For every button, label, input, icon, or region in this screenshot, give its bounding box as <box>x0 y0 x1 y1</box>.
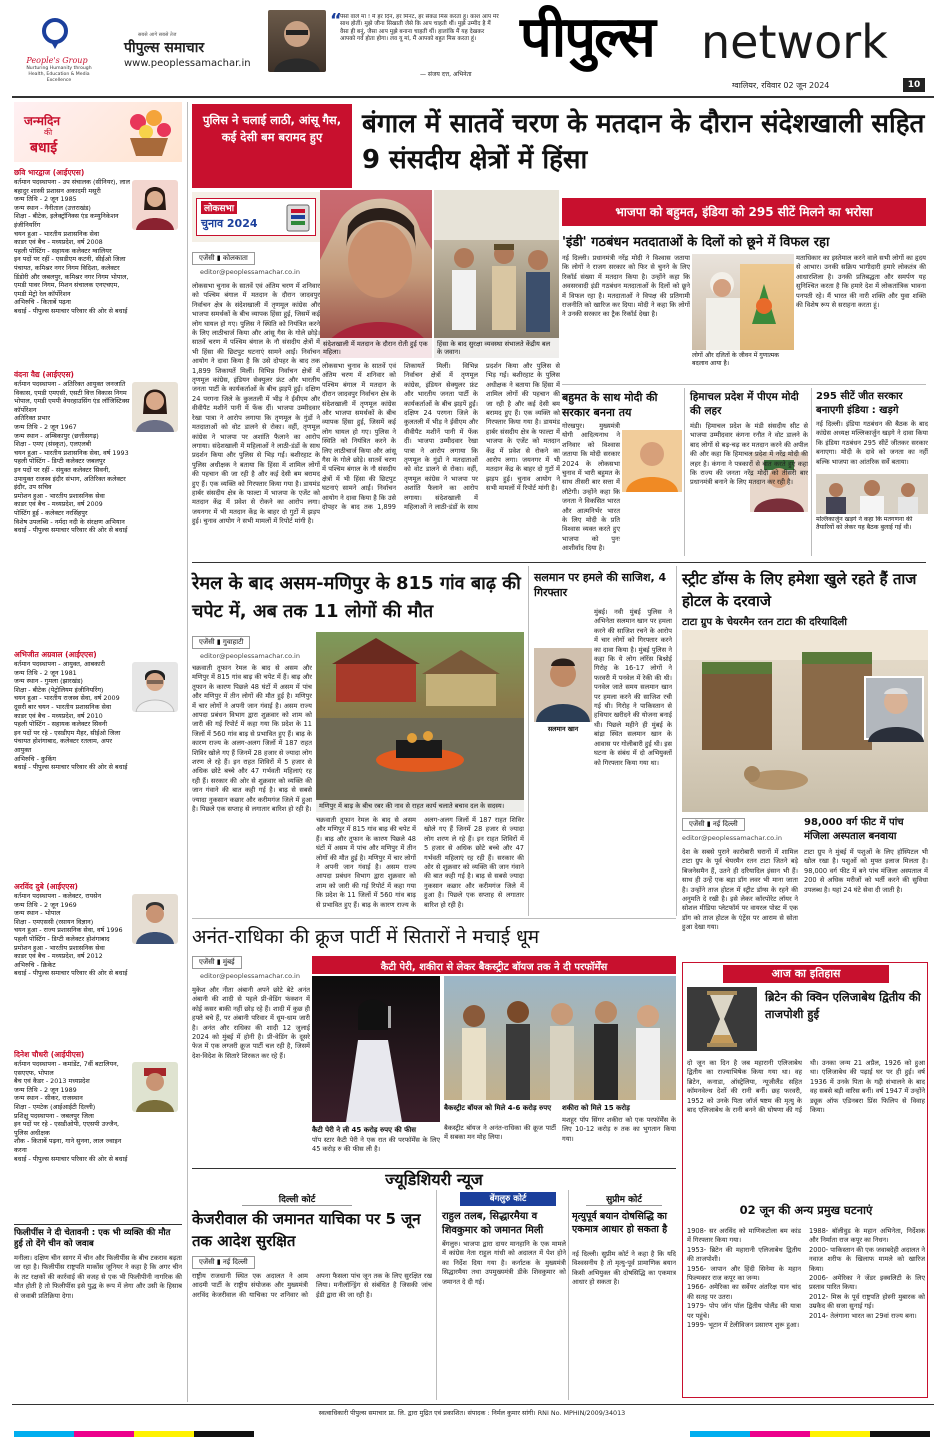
group-logo <box>40 18 70 50</box>
birthday-person-5-name: दिनेश चौधरी (आईपीएस) <box>14 1050 85 1059</box>
lead-body-continued <box>322 362 560 556</box>
ambani-body-text: मुकेश और नीता अंबानी अपने छोटे बेटे अनंत अंबानी की शादी से पहले प्री-वेडिंग फंक्शन में कोई कसर बाकी नहीं छोड़ रहे हैं। शादी में कुछ ही हफ्ते बचे हैं, पर अंबानी परिवार में धूम-धाम जारी है। अनंत और राधिका की शादी 12 जुलाई 2024 को मुंबई में होनी है। प्री-वेडिंग के दूसरे फेज में एक लग्जरी क्रूज पार्टी चल रही है, जिसमें देश-विदेश के सितारे शिरकत कर रहे हैं। <box>192 986 310 1060</box>
judiciary-s1-body <box>192 1272 432 1400</box>
ambani-email[interactable]: editor@peoplessamachar.co.in <box>200 972 300 980</box>
lead-photo-1-caption: संदेशखाली में मतदान के दौरान रोती हुई एक महिला। <box>320 338 432 358</box>
person-icon <box>132 180 178 230</box>
tata-subhead: टाटा ग्रुप के चेयरमैन रतन टाटा की दरियादिली <box>682 617 847 628</box>
badge-line-2: चुनाव 2024 <box>201 217 258 230</box>
flower-basket-icon <box>124 108 174 158</box>
group-photo-icon <box>816 474 928 514</box>
tata-headline: स्ट्रीट डॉग्स के लिए हमेशा खुले रहते हैं ताज होटल के दरवाजे <box>682 570 917 610</box>
birthday-header <box>14 102 182 162</box>
event-item: 2000- पाकिस्तान की एक जवाबदेही अदालत ने नवाज शरीफ के खिलाफ मामले को खारिज किया। <box>809 1245 925 1273</box>
birthday-person-3-details: वर्तमान पदस्थापना - आयुक्त, आबकारी जन्म तिथि - 2 जून 1981 जन्म स्थान - गुमला (झारखंड) शिक्षा - बीटेक (पेट्रोलियम इंजीनियरिंग) चयन हुआ - भारतीय राजस्व सेवा, वर्ष 2009 दूसरी बार चयन - भारतीय प्रशासनिक सेवा काडर एवं बैच - मध्यप्रदेश, वर्ष 2010 पहली पोस्टिंग - सहायक कलेक्टर सिवनी इन पदों पर रहे - एसडीएम मैहर, सीईओ जिला पंचायत होशंगाबाद, कलेक्टर रतलाम, अपर आयुक्त अभिरुचि - कुकिंग बधाई - पीपुल्स समाचार परिवार की ओर से बधाई <box>14 660 128 772</box>
lead-email[interactable]: editor@peoplessamachar.co.in <box>200 268 300 276</box>
history-body <box>687 1059 925 1199</box>
lead-body-text-2: लोकसभा चुनाव के सातवें एवं अंतिम चरण में शनिवार को पश्चिम बंगाल में मतदान के दौरान जादवपुर निर्वाचन क्षेत्र के संदेशखाली में तृणमूल कांग्रेस और भाजपा समर्थकों के बीच व्यापक हिंसा हुई, जिसमें कई लोग घायल हो गए। पुलिस ने स्थिति को नियंत्रित करने के लिए लाठीचार्ज किया और आंसू गैस के गोले छोड़े। सातवें चरण में पश्चिम बंगाल के नौ संसदीय क्षेत्रों में भी हिंसा की छिटपुट घटनाएं सामने आईं। निर्वाचन आयोग ने दावा किया है कि उसे दोपहर के बाद तक 1,899 शिकायतें मिलीं। विभिन्न निर्वाचन क्षेत्रों में तृणमूल कांग्रेस, इंडियन सेक्युलर फ्रंट और भारतीय जनता पार्टी के कार्यकर्ताओं के बीच झड़पें हुईं। दक्षिण 24 परगना जिले के कुलतली में भीड़ ने ईवीएम और वीवीपैट मशीनें पानी में फेंक दीं। भाजपा उम्मीदवार रेखा पात्रा ने आरोप लगाया कि तृणमूल के गुंडों ने मतदाताओं को वोट डालने से रोका। वहीं, तृणमूल कांग्रेस ने भाजपा पर अशांति फैलाने का आरोप लगाया। संदेशखाली में महिलाओं ने लाठी-डंडों के साथ प्रदर्शन किया और पुलिस से भिड़ गईं। बशीरहाट के पुलिस अधीक्षक ने बताया कि हिंसा में शामिल लोगों की पहचान की जा रही है और कई देसी बम बरामद हुए हैं। एक व्यक्ति को गिरफ्तार किया गया है। डायमंड हार्बर संसदीय क्षेत्र के फाल्टा में भाजपा के एजेंट को मतदान केंद्र में प्रवेश से रोकने का आरोप लगा। जयनगर में भी मतदान केंद्र के बाहर दो गुटों में झड़प हुई। चुनाव आयोग ने सभी मामलों में रिपोर्ट मांगी है। <box>322 362 560 512</box>
history-events-heading: 02 जून की अन्य प्रमुख घटनाएं <box>739 1203 873 1217</box>
paper-small-label: सबसे आगे सबसे तेज <box>138 32 177 38</box>
footer-imprint: स्वत्वाधिकारी पीपुल्स समाचार प्रा. लि. द्वारा मुद्रित एवं प्रकाशित। संपादक : निर्मल कुमार सांगी। RNI No. MPHIN/2009/34013 <box>318 1409 626 1417</box>
event-item: 2014- तेलंगाना भारत का 29वां राज्य बना। <box>809 1311 917 1320</box>
event-item: 1953- ब्रिटेन की महारानी एलिजाबेथ द्वितीय की ताजपोशी। <box>687 1245 801 1264</box>
birthday-person-5-photo <box>132 1062 178 1112</box>
history-box <box>682 962 928 1398</box>
event-item: 1966- अमेरिका का सर्वेयर अंतरिक्ष यान चांद की सतह पर उतरा। <box>687 1283 801 1301</box>
birthday-person-2-details: वर्तमान पदस्थापना - अतिरिक्त आयुक्त जनजाति विकास, एमडी एमएसी, एसटी वित्त विकास निगम भोपाल, एमडी एमपी वेयरहाउसिंग एंड लॉजिस्टिक्स कॉर्पोरेशन अतिरिक्त प्रभार जन्म तिथि - 2 जून 1967 जन्म स्थान - अम्बिकापुर (छत्तीसगढ़) शिक्षा - एमए (संस्कृत), एलएलबी चयन हुआ - भारतीय प्रशासनिक सेवा, वर्ष 1993 पहली पोस्टिंग - डिप्टी कलेक्टर जबलपुर इन पदों पर रहीं - संयुक्त कलेक्टर सिवनी, उपायुक्त राजस्व इंदौर संभाग, अतिरिक्त कलेक्टर इंदौर, उप सचिव प्रमोशन हुआ - भारतीय प्रशासनिक सेवा काडर एवं बैच - मध्यप्रदेश, वर्ष 2009 पोस्टिंग हुई - कलेक्टर नरसिंहपुर विशेष उपलब्धि - नर्मदा नदी के संरक्षण अभियान बधाई - पीपुल्स समाचार परिवार की ओर से बधाई <box>14 380 130 535</box>
history-events-right <box>809 1227 925 1395</box>
judiciary-s1-tag: दिल्ली कोर्ट <box>242 1192 352 1206</box>
crying-woman-icon <box>320 190 432 358</box>
lead-byline: एजेंसी ▮ कोलकाता <box>192 252 255 265</box>
left-column-rule <box>187 102 188 1402</box>
birthday-person-2-name: वंदना वैद्य (आईएएस) <box>14 370 74 379</box>
sidebar-divider <box>14 1224 182 1225</box>
police-person-icon <box>132 1062 178 1112</box>
judiciary-s2-body <box>442 1240 566 1400</box>
judiciary-s3-tag: सुप्रीम कोर्ट <box>586 1192 662 1206</box>
tata-byline: एजेंसी ▮ नई दिल्ली <box>682 818 745 831</box>
ambani-byline: एजेंसी ▮ मुंबई <box>192 956 242 969</box>
remal-body <box>192 664 312 914</box>
badge-line-1: लोकसभा <box>201 201 237 214</box>
color-registration-marks <box>14 1424 930 1434</box>
himachal-body-text: मंडी। हिमाचल प्रदेश के मंडी संसदीय सीट से भाजपा उम्मीदवार कंगना रनौत ने वोट डालने के बाद लोगों से बढ़-चढ़ कर मतदान करने की अपील की और कहा कि हिमाचल प्रदेश में नरेंद्र मोदी की लहर है। कंगना ने पत्रकारों से बात करते हुए कहा कि राज्य की जनता नरेंद्र मोदी को तीसरी बार प्रधानमंत्री बनाने के लिए मतदान कर रही है। <box>690 422 808 487</box>
kharge-body-text: नई दिल्ली। इंडिया गठबंधन की बैठक के बाद कांग्रेस अध्यक्ष मल्लिकार्जुन खड़गे ने दावा किया कि इंडिया गठबंधन 295 सीटें जीतकर सरकार बनाएगा। मोदी के दावे को जनता का नहीं बल्कि भाजपा का आंतरिक सर्वे बताया। <box>816 420 928 466</box>
india-bloc-headline: 'इंडी' गठबंधन मतदाताओं के दिलों को छूने में विफल रहा <box>562 235 830 250</box>
event-item: 1988- बॉलीवुड के महान अभिनेता, निर्देशक और निर्माता राज कपूर का निधन। <box>809 1227 925 1245</box>
judiciary-s1-byline: एजेंसी ▮ नई दिल्ली <box>192 1256 255 1269</box>
lead-kicker-box <box>192 104 352 188</box>
lead-body <box>192 282 320 554</box>
person-icon <box>866 678 926 742</box>
kharge-body <box>816 420 928 472</box>
quote-author-photo <box>268 10 326 72</box>
modi-photo-caption: लोगों और दलितों के जीवन में गुणात्मक बदलाव आया है। <box>692 352 780 367</box>
yogi-headline: बहुमत के साथ मोदी की सरकार बनना तय <box>562 391 658 419</box>
ballot-machine-icon <box>283 201 313 233</box>
person-icon <box>268 10 326 72</box>
birthday-person-4-name: अरविंद दुबे (आईएएस) <box>14 882 78 891</box>
lead-photo-2-caption: हिंसा के बाद सुरक्षा व्यवस्था संभालते केंद्रीय बल के जवान। <box>434 338 559 358</box>
judiciary-s2-headline: राहुल तलब, सिद्धारमैया व शिवकुमार को जमानत मिली <box>442 1211 544 1236</box>
police-crowd-icon <box>434 190 559 358</box>
ratan-tata-inset <box>864 676 924 740</box>
judiciary-s2-tag: बेंगलुरु कोर्ट <box>460 1192 556 1206</box>
modi-photo <box>692 254 794 350</box>
birthday-person-5-details: वर्तमान पदस्थापना - कमांडेंट, 7वीं बटालियन, एसएएफ, भोपाल बैच एवं कैडर - 2013 मध्यप्रदेश जन्म तिथि - 2 जून 1989 जन्म स्थान - सीकर, राजस्थान शिक्षा - एमटेक (आईआईटी दिल्ली) प्रशिक्षु पदस्थापना - जबलपुर जिला इन पदों पर रहे - एसडीओपी, एएसपी उज्जैन, पुलिस अधीक्षक शौक - किताबें पढ़ना, गाने सुनना, लाल ज्वाइन करना बधाई - पीपुल्स समाचार परिवार की ओर से बधाई <box>14 1060 128 1163</box>
birthday-heading-3: बधाई <box>30 140 58 156</box>
salman-photo <box>534 648 592 722</box>
masthead-quote: पैसों वाले मां ! मैं हर दिन, हर मिनट, हर सेकंड मिस करता हूं। काश आप मेरे साथ होतीं। मुझे जीना सिखाती जैसे कि आप चाहती थीं। मुझे उम्मीद है मैं वैसा ही बनूं, जैसा आप मुझे बनाना चाहती थीं। हालांकि मैं यह देखकर आपको गर्व होता होगा। लव यू मां, मैं आपको बहुत मिस करता हूं। <box>340 14 499 42</box>
masthead-quote-author: — संजय दत्त, अभिनेता <box>420 71 472 78</box>
birthday-person-3-photo <box>132 662 178 712</box>
yogi-body-text: गोरखपुर। मुख्यमंत्री योगी आदित्यनाथ ने शनिवार को विश्वास जताया कि मोदी सरकार 2024 के लोकसभा चुनाव में भारी बहुमत के साथ तीसरी बार सत्ता में लौटेगी। उन्होंने कहा कि जनता ने विकसित भारत और आत्मनिर्भर भारत के लिए मोदी के प्रति विश्वास व्यक्त करते हुए भाजपा को पुनः आशीर्वाद दिया है। <box>562 422 620 553</box>
remal-byline: एजेंसी ▮ गुवाहाटी <box>192 636 250 649</box>
event-item: 1999- भूटान में टेलीविजन प्रसारण शुरू हुआ। <box>687 1321 800 1330</box>
event-item: 2012- मिस्र के पूर्व राष्ट्रपति होस्नी मुबारक को उम्रकैद की सजा सुनाई गई। <box>809 1292 925 1311</box>
birthday-column <box>14 102 182 1402</box>
singer-icon <box>312 976 440 1122</box>
remal-body-continued <box>316 816 524 912</box>
person-speaking-icon <box>692 254 794 350</box>
hourglass-photo <box>687 987 757 1051</box>
remal-email[interactable]: editor@peoplessamachar.co.in <box>200 652 300 660</box>
hourglass-icon <box>687 987 757 1051</box>
kharge-photo <box>816 474 928 514</box>
event-item: 1979- पोप जॉन पॉल द्वितीय पोलैंड की यात्रा पर पहुंचे। <box>687 1302 801 1320</box>
bjp-banner: भाजपा को बहुमत, इंडिया को 295 सीटें मिलने का भरोसा <box>615 205 873 219</box>
birthday-person-1-photo <box>132 180 178 230</box>
remal-body-text-2: चक्रवाती तूफान रेमल के बाद से असम और मणिपुर में 815 गांव बाढ़ की चपेट में हैं। बाढ़ और तूफान के कारण पिछले 48 घंटों में असम में पांच और मणिपुर में तीन लोगों की मौत हुई है। मणिपुर में चार लोगों ने अपनी जान गंवाई है। असम राज्य आपदा प्रबंधन विभाग द्वारा शुक्रवार को शाम को जारी की गई रिपोर्ट में कहा गया कि प्रदेश के 11 जिलों में 560 गांव बाढ़ से प्रभावित हुए हैं। बाढ़ के कारण राज्य के अलग-अलग जिलों में 187 राहत शिविर खोले गए हैं जिनमें 28 हजार से ज्यादा लोग शरण ले रहे हैं। इन राहत शिविरों में 5 हजार से अधिक छोटे बच्चे और 47 गर्भवती महिलाएं रह रही हैं। सरकार की ओर से शुक्रवार को व्यक्ति की जान गंवाने की बात कही गई है। बाढ़ से सबसे ज्यादा नुकसान कछार और करीमगंज जिले में हुआ है। पिछले एक सप्ताह से लगातार बारिश हो रही है। <box>316 816 524 909</box>
tata-side-body-text: टाटा ग्रुप ने मुंबई में पशुओं के लिए हॉस्पिटल भी खोल रखा है। पशुओं को मुफ्त इलाज मिलता है। 98,000 वर्ग फीट में बने पांच मंजिला अस्पताल में 200 से अधिक मरीजों को भर्ती करने की सुविधा उपलब्ध है। यहां 24 घंटे सेवा दी जाती है। <box>804 848 928 894</box>
tata-side-headline: 98,000 वर्ग फीट में पांच मंजिला अस्पताल बनवाया <box>804 817 904 842</box>
birthday-heading-2: की <box>44 128 53 137</box>
history-events-left <box>687 1227 801 1395</box>
himachal-body <box>690 422 808 558</box>
lead-kicker: पुलिस ने चलाई लाठी, आंसू गैस, कई देसी बम बरामद हुए <box>202 113 342 144</box>
paper-small-name: पीपुल्स समाचार <box>124 40 205 56</box>
masthead <box>0 0 945 96</box>
tata-body-text: देश के सबसे पुराने कारोबारी घरानों में शामिल टाटा ग्रुप के पूर्व चेयरमैन रतन टाटा जितने बड़े बिजनेसमैन हैं, उतने ही दरियादिल इंसान भी हैं। साथ ही उन्हें एक बड़ा डॉग लवर भी माना जाता है। उन्होंने ताज होटल में स्ट्रीट डॉग्स के रहने की अनुमति दे रखी है। इसे लेकर कॉरपोरेट लॉयर ने सोशल मीडिया प्लेटफॉर्म पर वायरल पोस्ट में एक डॉग को ताज होटल के एंट्रेंस पर आराम से सोता हुआ देखा गया। <box>682 848 798 932</box>
person-icon <box>534 648 592 722</box>
lead-photo-1 <box>320 190 432 358</box>
title-english: network <box>701 15 888 69</box>
judiciary-s1-headline: केजरीवाल की जमानत याचिका पर 5 जून तक आदेश सुरक्षित <box>192 1210 421 1250</box>
lead-body-text: लोकसभा चुनाव के सातवें एवं अंतिम चरण में शनिवार को पश्चिम बंगाल में मतदान के दौरान जादवपुर निर्वाचन क्षेत्र के संदेशखाली में तृणमूल कांग्रेस और भाजपा समर्थकों के बीच व्यापक हिंसा हुई, जिसमें कई लोग घायल हो गए। पुलिस ने स्थिति को नियंत्रित करने के लिए लाठीचार्ज किया और आंसू गैस के गोले छोड़े। सातवें चरण में पश्चिम बंगाल के नौ संसदीय क्षेत्रों में भी हिंसा की छिटपुट घटनाएं सामने आईं। निर्वाचन आयोग ने दावा किया है कि उसे दोपहर के बाद तक 1,899 शिकायतें मिलीं। विभिन्न निर्वाचन क्षेत्रों में तृणमूल कांग्रेस, इंडियन सेक्युलर फ्रंट और भारतीय जनता पार्टी के कार्यकर्ताओं के बीच झड़पें हुईं। दक्षिण 24 परगना जिले के कुलतली में भीड़ ने ईवीएम और वीवीपैट मशीनें पानी में फेंक दीं। भाजपा उम्मीदवार रेखा पात्रा ने आरोप लगाया कि तृणमूल के गुंडों ने मतदाताओं को वोट डालने से रोका। वहीं, तृणमूल कांग्रेस ने भाजपा पर अशांति फैलाने का आरोप लगाया। संदेशखाली में महिलाओं ने लाठी-डंडों के साथ प्रदर्शन किया और पुलिस से भिड़ गईं। बशीरहाट के पुलिस अधीक्षक ने बताया कि हिंसा में शामिल लोगों की पहचान की जा रही है और कई देसी बम बरामद हुए हैं। एक व्यक्ति को गिरफ्तार किया गया है। डायमंड हार्बर संसदीय क्षेत्र के फाल्टा में भाजपा के एजेंट को मतदान केंद्र में प्रवेश से रोकने का आरोप लगा। जयनगर में भी मतदान केंद्र के बाहर दो गुटों में झड़प हुई। चुनाव आयोग ने सभी मामलों में रिपोर्ट मांगी है। <box>192 282 320 526</box>
india-bloc-body-2 <box>796 254 926 380</box>
judiciary-s3-headline: मृत्युपूर्व बयान दोषसिद्धि का एकमात्र आधार हो सकता है <box>572 1211 668 1235</box>
person-icon <box>132 662 178 712</box>
lead-headline: बंगाल में सातवें चरण के मतदान के दौरान संदेशखाली सहित 9 संसदीय क्षेत्रों में हिंसा <box>362 109 925 175</box>
ambani-subhead-box <box>312 956 676 974</box>
website-link[interactable]: www.peoplessamachar.in <box>124 58 251 69</box>
remal-body-text: चक्रवाती तूफान रेमल के बाद से असम और मणिपुर में 815 गांव बाढ़ की चपेट में हैं। बाढ़ और तूफान के कारण पिछले 48 घंटों में असम में पांच और मणिपुर में तीन लोगों की मौत हुई है। मणिपुर में चार लोगों ने अपनी जान गंवाई है। असम राज्य आपदा प्रबंधन विभाग द्वारा शुक्रवार को शाम को जारी की गई रिपोर्ट में कहा गया कि प्रदेश के 11 जिलों में 560 गांव बाढ़ से प्रभावित हुए हैं। बाढ़ के कारण राज्य के अलग-अलग जिलों में 187 राहत शिविर खोले गए हैं जिनमें 28 हजार से ज्यादा लोग शरण ले रहे हैं। इन राहत शिविरों में 5 हजार से अधिक छोटे बच्चे और 47 गर्भवती महिलाएं रह रही हैं। सरकार की ओर से शुक्रवार को व्यक्ति की जान गंवाने की बात कही गई है। बाढ़ से सबसे ज्यादा नुकसान कछार और करीमगंज जिले में हुआ है। पिछले एक सप्ताह से लगातार बारिश हो रही है। <box>192 664 312 814</box>
india-bloc-body-text: नई दिल्ली। प्रधानमंत्री नरेंद्र मोदी ने विश्वास जताया कि लोगों ने राजग सरकार को फिर से चुनने के लिए रिकॉर्ड संख्या में मतदान किया है। उन्होंने कहा कि अवसरवादी इंडी गठबंधन मतदाताओं के दिलों को छूने में विफल रहा है। मतदाताओं ने विपक्ष की प्रतिगामी राजनीति को खारिज कर दिया। मोदी ने कहा कि लोगों ने उनकी सरकार का ट्रैक रिकॉर्ड देखा है। <box>562 254 690 319</box>
group-tagline: Nurturing Humanity through Health, Education & Media Excellence <box>26 66 92 83</box>
kharge-caption: मल्लिकार्जुन खड़गे ने कहा कि मतगणना की तैयारियों को लेकर यह बैठक बुलाई गई थी। <box>816 516 913 531</box>
judiciary-s3-body <box>572 1250 676 1400</box>
ambani-body <box>192 986 310 1166</box>
history-headline: ब्रिटेन की क्विन एलिजाबेथ द्वितीय की ताजपोशी हुई <box>765 990 921 1021</box>
person-icon <box>132 382 178 432</box>
katy-photo <box>312 976 440 1122</box>
event-item: 1956- जापान और हिंदी सिनेमा के महान फिल्मकार राज कपूर का जन्म। <box>687 1264 801 1283</box>
kharge-headline: 295 सीटें जीत सरकार बनाएगी इंडिया : खड़गे <box>816 391 903 416</box>
tata-side-body <box>804 848 928 958</box>
birthday-person-1-details: वर्तमान पदस्थापना - उप संचालक (सीनियर), लाल बहादुर शास्त्री प्रशासन अकादमी मसूरी जन्म तिथि - 2 जून 1985 जन्म स्थान - नैनीताल (उत्तराखंड) शिक्षा - बीटेक, इलेक्ट्रॉनिक्स एंड कम्युनिकेशन इंजीनियरिंग चयन हुआ - भारतीय प्रशासनिक सेवा काडर एवं बैच - मध्यप्रदेश, वर्ष 2008 पहली पोस्टिंग - सहायक कलेक्टर ग्वालियर इन पदों पर रहीं - एसडीएम कटनी, सीईओ जिला पंचायत, कमिश्नर नगर निगम विदिशा, कलेक्टर डिंडोरी और जबलपुर, कमिश्नर नगर निगम भोपाल, एमडी पावर निगम, मिशन संचालक एनएचएम, एमडी मेट्रो रेल कॉर्पोरेशन अभिरुचि - किताबें पढ़ना बधाई - पीपुल्स समाचार परिवार की ओर से बधाई <box>14 178 130 315</box>
bsb-body: बैकस्ट्रीट बॉयज ने अनंत-राधिका की क्रूज पार्टी में सबका मन मोह लिया। <box>444 1124 556 1142</box>
birthday-person-4-details: वर्तमान पदस्थापना - कलेक्टर, रायसेन जन्म तिथि - 2 जून 1969 जन्म स्थान - भोपाल शिक्षा - एमएससी (रसायन विज्ञान) चयन हुआ - राज्य प्रशासनिक सेवा, वर्ष 1996 पहली पोस्टिंग - डिप्टी कलेक्टर होशंगाबाद प्रमोशन हुआ - भारतीय प्रशासनिक सेवा काडर एवं बैच - मध्यप्रदेश, वर्ष 2012 अभिरुचि - क्रिकेट बधाई - पीपुल्स समाचार परिवार की ओर से बधाई <box>14 892 128 978</box>
tata-email[interactable]: editor@peoplessamachar.co.in <box>682 834 782 842</box>
salman-headline: सलमान पर हमले की साजिश, 4 गिरफ्तार <box>534 571 667 599</box>
bsb-caption: बैकस्ट्रीट बॉयज को मिले 4-6 करोड़ रुपए <box>444 1104 552 1112</box>
sidebar-story-body: मनीला। दक्षिण चीन सागर में चीन और फिलीपींस के बीच टकराव बढ़ता जा रहा है। फिलीपींस राष्ट्रपति मार्कोस जूनियर ने कहा है कि अगर चीन के तट रक्षकों की कार्रवाई की वजह से एक भी फिलीपीनी नागरिक की मौत होती है तो फिलीपींस इसे युद्ध के रूप में लेगा और उसी के हिसाब से जवाबी प्रतिक्रिया देगा। <box>14 1254 182 1300</box>
birthday-heading-1: जन्मदिन <box>24 114 61 128</box>
registration-marks-icon <box>14 1429 930 1439</box>
india-bloc-body <box>562 254 690 380</box>
page-number: 10 <box>903 78 925 92</box>
ambani-subhead: कैटी पेरी, शकीरा से लेकर बैकस्ट्रीट बॉयज तक ने दी परफॉर्मेंस <box>380 962 608 973</box>
remal-photo-caption: मणिपुर में बाढ़ के बीच रबर की नाव से राहत कार्य चलाते बचाव दल के सदस्य। <box>316 800 524 812</box>
dateline: ग्वालियर, रविवार 02 जून 2024 <box>732 81 830 90</box>
flood-rescue-icon <box>316 632 524 812</box>
shakira-caption: शकीरा को मिले 15 करोड़ <box>562 1104 630 1112</box>
sidebar-story-headline: फिलीपींस ने दी चेतावनी : एक भी व्यक्ति की मौत हुई तो देंगे चीन को जवाब <box>14 1228 171 1249</box>
remal-photo <box>316 632 524 812</box>
quote-mark-icon: “ <box>330 10 342 31</box>
ambani-headline: अनंत-राधिका की क्रूज पार्टी में सितारों ने मचाई धूम <box>192 926 540 948</box>
event-item: 1908- सर अरविंद को माणिकटोला बम कांड में गिरफ्तार किया गया। <box>687 1227 801 1245</box>
person-icon <box>132 894 178 944</box>
election-badge <box>196 198 316 236</box>
title-hindi: पीपुल्स <box>520 5 654 70</box>
salman-photo-caption: सलमान खान <box>547 725 579 733</box>
salman-body-text: मुंबई। नवी मुंबई पुलिस ने अभिनेता सलमान खान पर हमला करने की साजिश रचने के आरोप में चार लोगों को गिरफ्तार करने का दावा किया है। मुंबई पुलिस ने कहा कि ये लोग लॉरेंस बिश्नोई गिरोह के 16-17 लोगों ने फरवरी में पनवेल में रेकी की थी। पनवेल जाते समय सलमान खान पर हमला करने की साजिश रची गई थी। गिरोह ने पाकिस्तान से हथियार खरीदने की योजना बनाई थी। पिछले महीने ही मुंबई के बांद्रा स्थित सलमान खान के आवास पर गोलीबारी हुई थी। इस घटना के संबंध में दो अभियुक्तों को गिरफ्तार किया गया था। <box>594 608 672 767</box>
india-bloc-body2-text: मताधिकार का इस्तेमाल करने वाले सभी लोगों का हृदय से आभार। उनकी सक्रिय भागीदारी हमारे लोकतंत्र की आधारशिला है। उनकी प्रतिबद्धता और समर्पण यह सुनिश्चित करता है कि हमारे देश में लोकतांत्रिक भावना पनपती रहे। मैं भारत की नारी शक्ति और युवा शक्ति की विशेष रूप से सराहना करता हूं। <box>796 254 926 310</box>
lead-photo-2 <box>434 190 559 358</box>
history-body-text: दो जून का दिन है जब महारानी एलिजाबेथ द्वितीय का राज्याभिषेक किया गया था। वह ब्रिटेन, कनाडा, ऑस्ट्रेलिया, न्यूजीलैंड सहित कॉमनवेल्थ देशों की रानी बनीं। छह फरवरी, 1952 को उनके पिता जॉर्ज षष्टम की मृत्यु के बाद एलिजाबेथ के रानी बनने की घोषणा की गई थी। उनका जन्म 21 अप्रैल, 1926 को हुआ था। एलिजाबेथ की पढ़ाई घर पर ही हुई। वर्ष 1936 में उनके पिता के गद्दी संभालने के बाद वह सबसे बड़ी वारिस बनीं। वर्ष 1947 में उन्होंने ड्यूक ऑफ एडिनबरा प्रिंस फिलिप से विवाह किया। <box>687 1059 925 1115</box>
birthday-person-3-name: अभिजीत अग्रवाल (आईएएस) <box>14 650 97 659</box>
band-group-icon <box>444 976 676 1100</box>
birthday-person-2-photo <box>132 382 178 432</box>
birthday-person-4-photo <box>132 894 178 944</box>
group-name: People's Group <box>26 56 88 65</box>
bjp-banner-box <box>562 198 926 226</box>
shakira-body: मशहूर पॉप सिंगर शकीरा को एक परफॉर्मेंस के लिए 10-12 करोड़ रु तक का भुगतान किया गया। <box>562 1116 676 1143</box>
himachal-headline: हिमाचल प्रदेश में पीएम मोदी की लहर <box>690 391 799 417</box>
tata-photo <box>682 630 928 812</box>
tata-body <box>682 848 798 958</box>
katy-caption: कैटी पेरी ने ली 45 करोड़ रुपए की फीस <box>312 1126 417 1134</box>
judiciary-s2-body-text: बेंगलुरु। भाजपा द्वारा दायर मानहानि के एक मामले में कांग्रेस नेता राहुल गांधी को अदालत में पेश होने का निर्देश दिया गया है। कर्नाटक के मुख्यमंत्री सिद्धारमैया तथा उपमुख्यमंत्री डीके शिवकुमार को जमानत दे दी गई। <box>442 1240 566 1286</box>
judiciary-s3-body-text: नई दिल्ली। सुप्रीम कोर्ट ने कहा है कि यदि विश्वसनीय है तो मृत्यु-पूर्व प्रामाणिक बयान किसी अभियुक्त की दोषसिद्धि का एकमात्र आधार हो सकता है। <box>572 1250 676 1287</box>
lead-photo-woman <box>192 192 320 242</box>
bsb-photo <box>444 976 676 1100</box>
group-logo-icon <box>40 18 70 50</box>
judiciary-s1-body-text: राष्ट्रीय राजधानी स्थित एक अदालत ने आम आदमी पार्टी के राष्ट्रीय संयोजक और मुख्यमंत्री अरविंद केजरीवाल की याचिका पर शनिवार को अपना फैसला पांच जून तक के लिए सुरक्षित रख लिया। मनीलॉन्ड्रिंग से संबंधित है जिसकी जांच ईडी द्वारा की जा रही है। <box>192 1272 432 1299</box>
history-heading: आज का इतिहास <box>723 965 889 983</box>
birthday-person-1-name: छवि भारद्वाज (आईएएस) <box>14 168 85 177</box>
masthead-rule <box>12 96 934 98</box>
event-item: 2006- अमेरिका ने जेंडर इक्वलिटी के लिए प्रस्ताव पारित किया। <box>809 1274 925 1292</box>
katy-body: पॉप स्टार कैटी पेरी ने एक रात की परफॉर्मेंस के लिए 45 करोड़ रु की फीस ली है। <box>312 1136 440 1154</box>
remal-headline: रेमल के बाद असम-मणिपुर के 815 गांव बाढ़ की चपेट में, अब तक 11 लोगों की मौत <box>192 573 521 622</box>
yogi-body <box>562 422 682 558</box>
judiciary-banner: ज्यूडिशियरी न्यूज <box>385 1170 483 1189</box>
